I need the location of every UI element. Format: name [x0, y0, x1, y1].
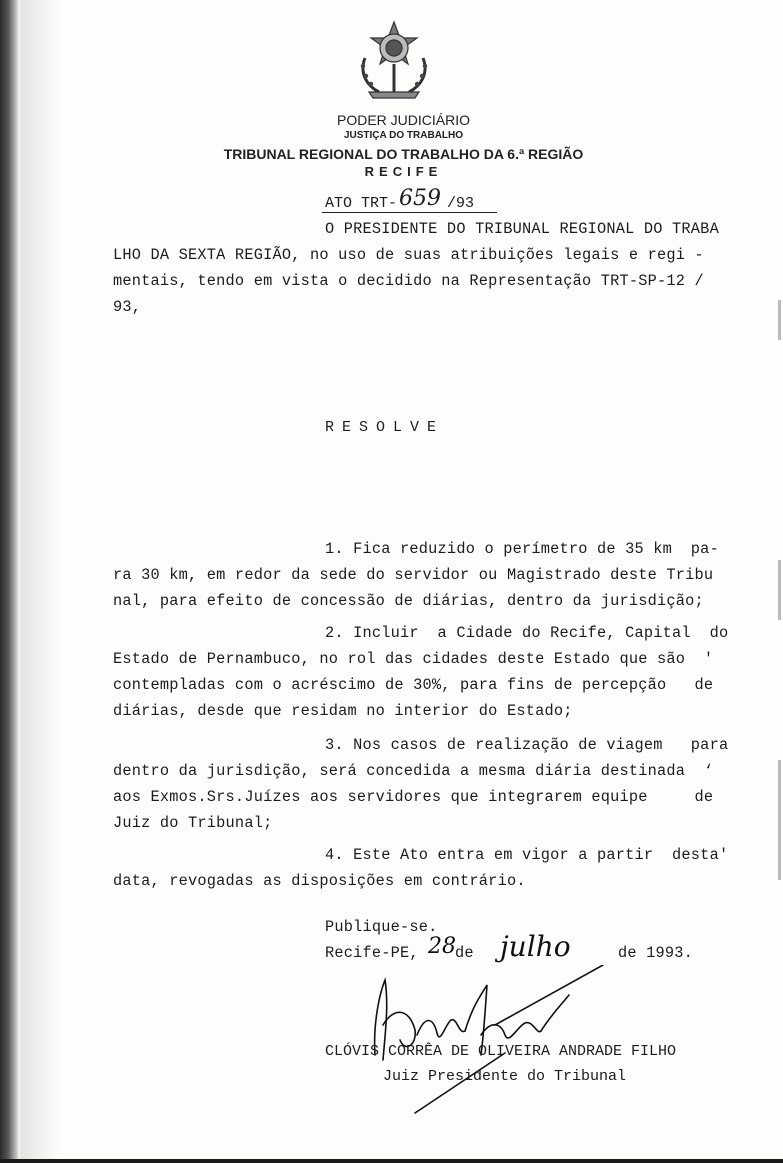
preamble-line: 93,: [113, 298, 142, 316]
header-poder-judiciario: PODER JUDICIÁRIO: [336, 112, 470, 128]
act-prefix: ATO TRT-: [325, 195, 398, 212]
item-3-line: aos Exmos.Srs.Juízes aos servidores que integrarem equipe de: [113, 788, 714, 806]
item-4-line: 4. Este Ato entra em vigor a partir desta': [325, 846, 729, 864]
signer-name: CLÓVIS CORRÊA DE OLIVEIRA ANDRADE FILHO: [325, 1043, 677, 1060]
place-label: Recife-PE,: [325, 944, 419, 962]
item-2-line: Estado de Pernambuco, no rol das cidades deste Estado que são ': [113, 650, 714, 668]
handwritten-signature: [355, 965, 605, 1115]
header-justica-do-trabalho: JUSTIÇA DO TRABALHO: [343, 130, 464, 141]
date-de-label: de: [455, 944, 474, 962]
scan-speck: [778, 760, 781, 880]
page-bottom-edge: [0, 1159, 783, 1163]
brazil-coat-of-arms-icon: [355, 18, 433, 104]
act-title-underline: [322, 212, 497, 213]
date-year: de 1993.: [618, 944, 694, 962]
publish-line: Publique-se.: [325, 918, 438, 936]
act-number-handwritten: 659: [399, 186, 442, 211]
item-2-line: 2. Incluir a Cidade do Recife, Capital do: [325, 624, 729, 642]
header-tribunal-regional: TRIBUNAL REGIONAL DO TRABALHO DA 6.ª REGIÃO: [223, 146, 584, 162]
scan-speck: [778, 300, 781, 340]
scan-speck: [778, 560, 781, 620]
header-recife: RECIFE: [364, 164, 443, 179]
item-1-line: 1. Fica reduzido o perímetro de 35 km pa-: [325, 540, 719, 558]
resolve-heading: RESOLVE: [325, 419, 445, 436]
item-1-line: nal, para efeito de concessão de diárias, dentro da jurisdição;: [113, 592, 704, 610]
item-1-line: ra 30 km, em redor da sede do servidor ou Magistrado deste Tribu: [113, 566, 714, 584]
act-suffix: /93: [447, 195, 475, 212]
handwritten-month: julho: [500, 930, 571, 963]
preamble-line: LHO DA SEXTA REGIÃO, no uso de suas atribuições legais e regi -: [113, 246, 704, 264]
preamble-line: O PRESIDENTE DO TRIBUNAL REGIONAL DO TRABA: [325, 220, 719, 238]
item-4-line: data, revogadas as disposições em contrário.: [113, 872, 526, 890]
signer-title: Juiz Presidente do Tribunal: [383, 1068, 627, 1085]
preamble-line: mentais, tendo em vista o decidido na Representação TRT-SP-12 /: [113, 272, 704, 290]
item-3-line: 3. Nos casos de realização de viagem para: [325, 736, 729, 754]
handwritten-day: 28: [428, 934, 456, 959]
item-2-line: contempladas com o acréscimo de 30%, para fins de percepção de: [113, 676, 714, 694]
item-3-line: dentro da jurisdição, será concedida a mesma diária destinada ‘: [113, 762, 714, 780]
item-3-line: Juiz do Tribunal;: [113, 814, 273, 832]
act-title: [325, 188, 474, 213]
item-2-line: diárias, desde que residam no interior do Estado;: [113, 702, 573, 720]
